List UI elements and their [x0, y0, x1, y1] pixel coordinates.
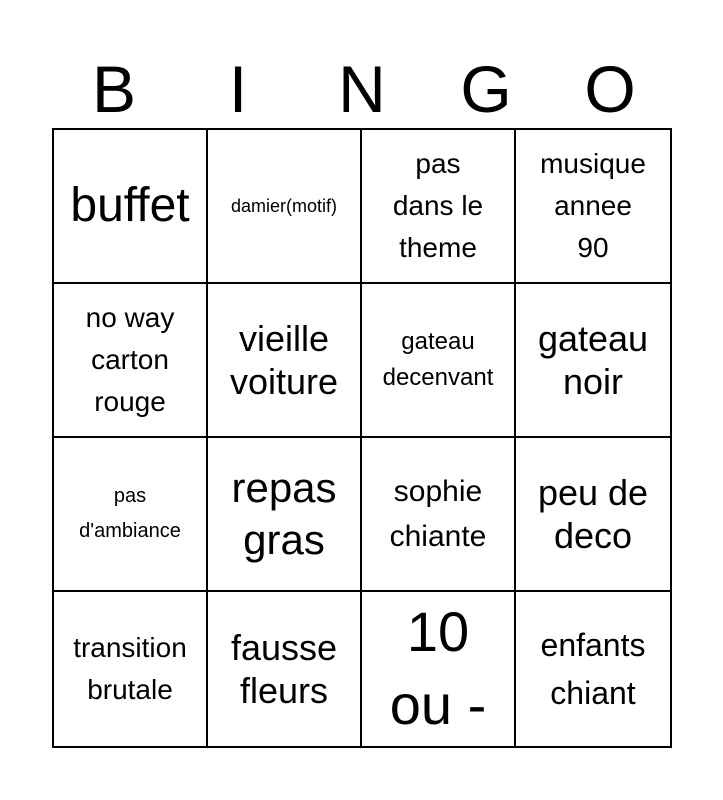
- cell-text: damier(motif): [230, 195, 337, 216]
- bingo-cell[interactable]: [54, 438, 208, 592]
- cell-text: enfants chiant: [540, 627, 646, 711]
- cell-text: sophie chiante: [389, 475, 487, 553]
- cell-text: pas d'ambiance: [79, 485, 181, 542]
- cell-text: musique annee 90: [540, 148, 646, 263]
- header-letter-b: B: [91, 52, 137, 126]
- cell-text: transition brutale: [73, 632, 187, 705]
- bingo-cell[interactable]: [208, 592, 362, 746]
- bingo-cell[interactable]: [54, 130, 208, 284]
- bingo-cell[interactable]: [208, 284, 362, 438]
- bingo-cell[interactable]: [516, 130, 670, 284]
- bingo-cell[interactable]: [54, 284, 208, 438]
- cell-text: fausse fleurs: [230, 626, 338, 711]
- cell-text: pas dans le theme: [392, 148, 484, 263]
- bingo-cell[interactable]: [362, 592, 516, 746]
- bingo-header: [52, 50, 672, 128]
- bingo-cell[interactable]: [516, 592, 670, 746]
- cell-text: no way carton rouge: [85, 302, 175, 417]
- bingo-cell[interactable]: [516, 438, 670, 592]
- cell-text: repas gras: [231, 463, 337, 563]
- bingo-cell[interactable]: [54, 592, 208, 746]
- bingo-cell[interactable]: [208, 438, 362, 592]
- bingo-cell[interactable]: [208, 130, 362, 284]
- cell-text: gateau decenvant: [382, 328, 494, 391]
- header-letter-n: N: [338, 52, 386, 126]
- bingo-cell[interactable]: [362, 284, 516, 438]
- bingo-cell[interactable]: [362, 438, 516, 592]
- header-letter-o: O: [584, 52, 636, 126]
- cell-text: vieille voiture: [229, 317, 339, 402]
- bingo-cell[interactable]: [516, 284, 670, 438]
- cell-text: gateau noir: [537, 317, 649, 402]
- header-letter-i: I: [228, 52, 248, 126]
- cell-text: buffet: [70, 179, 190, 233]
- header-letter-g: G: [460, 52, 512, 126]
- bingo-board: [52, 128, 672, 748]
- cell-text: peu de deco: [537, 471, 649, 556]
- cell-text: 10 ou -: [389, 600, 487, 736]
- bingo-cell[interactable]: [362, 130, 516, 284]
